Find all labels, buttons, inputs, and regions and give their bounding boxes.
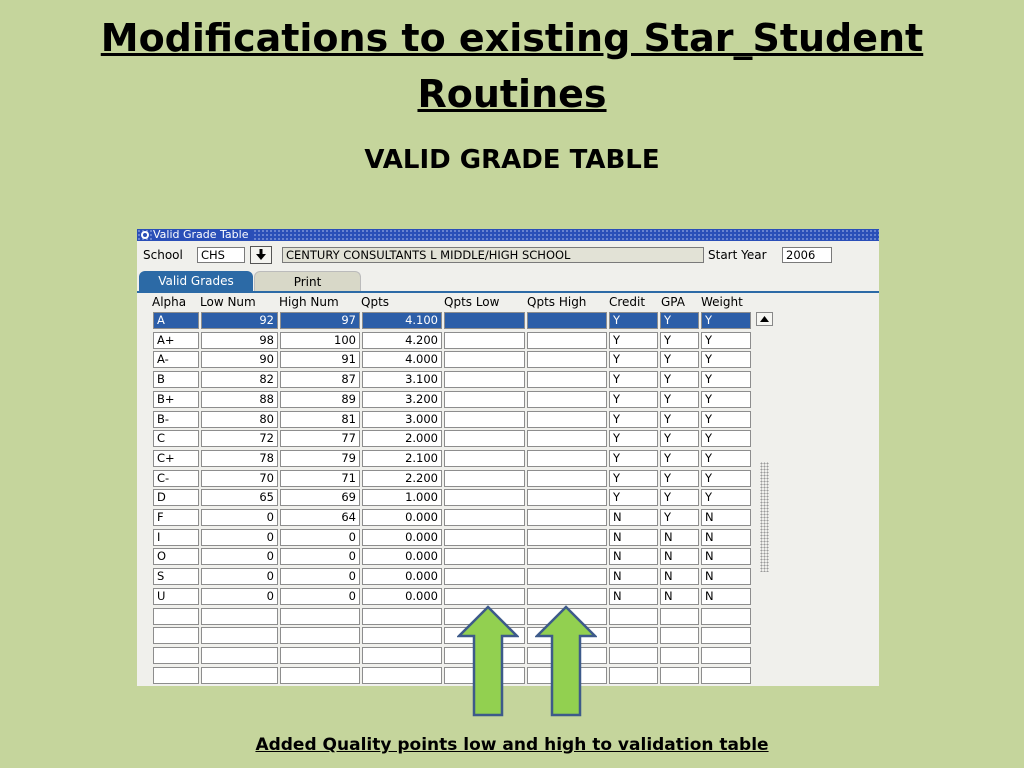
grid-cell[interactable]: 71 — [280, 470, 360, 487]
grid-cell[interactable]: N — [701, 588, 751, 605]
grid-cell[interactable] — [609, 627, 658, 644]
start-year-field[interactable]: 2006 — [782, 247, 832, 263]
grid-cell[interactable] — [444, 430, 525, 447]
grid-cell[interactable]: N — [701, 548, 751, 565]
grid-cell[interactable] — [527, 430, 607, 447]
grid-cell[interactable]: Y — [609, 371, 658, 388]
grid-cell[interactable] — [527, 568, 607, 585]
grid-cell[interactable] — [527, 548, 607, 565]
column-header: Weight — [701, 295, 743, 309]
grid-cell[interactable] — [609, 647, 658, 664]
grid-cell[interactable] — [527, 371, 607, 388]
column-header: Credit — [609, 295, 646, 309]
grid-cell[interactable] — [527, 529, 607, 546]
grid-cell[interactable]: Y — [660, 411, 699, 428]
grid-cell[interactable] — [701, 647, 751, 664]
grid-cell[interactable]: 0 — [280, 588, 360, 605]
grid-cell[interactable]: 89 — [280, 391, 360, 408]
slide-caption: Added Quality points low and high to validation table — [255, 735, 769, 755]
grid-cell[interactable] — [362, 627, 442, 644]
school-name-field: CENTURY CONSULTANTS L MIDDLE/HIGH SCHOOL — [282, 247, 704, 263]
grid-cell[interactable]: N — [609, 529, 658, 546]
school-lov-button[interactable] — [250, 246, 272, 264]
grid-cell[interactable] — [153, 667, 199, 684]
grid-cell[interactable]: 0.000 — [362, 529, 442, 546]
tab-valid-grades[interactable]: Valid Grades — [139, 271, 253, 291]
grid-cell[interactable] — [527, 470, 607, 487]
grid-cell[interactable]: Y — [609, 332, 658, 349]
grid-cell[interactable]: 0.000 — [362, 588, 442, 605]
grid-cell[interactable]: Y — [660, 351, 699, 368]
tab-underline — [137, 291, 879, 293]
grid-cell[interactable]: 3.000 — [362, 411, 442, 428]
grid-cell[interactable] — [527, 391, 607, 408]
up-arrow-icon — [457, 605, 519, 718]
grid-cell[interactable]: 77 — [280, 430, 360, 447]
grid-cell[interactable]: N — [660, 588, 699, 605]
grid-cell[interactable]: 2.200 — [362, 470, 442, 487]
grid-cell[interactable]: 91 — [280, 351, 360, 368]
tab-print[interactable]: Print — [254, 271, 361, 291]
grid-cell[interactable]: 0 — [201, 588, 278, 605]
grid-cell[interactable] — [527, 588, 607, 605]
grid-cell[interactable] — [444, 509, 525, 526]
column-header: Alpha — [152, 295, 187, 309]
grid-cell[interactable] — [201, 627, 278, 644]
grid-cell[interactable]: Y — [609, 312, 658, 329]
grid-cell[interactable] — [527, 489, 607, 506]
grid-cell[interactable]: N — [609, 568, 658, 585]
grid-cell[interactable]: N — [701, 509, 751, 526]
grid-cell[interactable] — [153, 608, 199, 625]
grid-cell[interactable] — [444, 489, 525, 506]
grid-cell[interactable] — [362, 608, 442, 625]
grid-cell[interactable]: A- — [153, 351, 199, 368]
scrollbar-grip[interactable] — [760, 462, 769, 572]
grid-cell[interactable] — [444, 312, 525, 329]
grid-cell[interactable] — [153, 647, 199, 664]
column-header: Qpts — [361, 295, 390, 309]
column-header: Qpts High — [527, 295, 587, 309]
grid-cell[interactable] — [362, 647, 442, 664]
grid-cell[interactable]: C — [153, 430, 199, 447]
grid-cell[interactable] — [444, 588, 525, 605]
grid-cell[interactable]: N — [701, 529, 751, 546]
grid-cell[interactable] — [527, 509, 607, 526]
grid-cell[interactable] — [201, 608, 278, 625]
grid-cell[interactable]: F — [153, 509, 199, 526]
grid-cell[interactable]: 0 — [280, 568, 360, 585]
grid-cell[interactable]: Y — [660, 509, 699, 526]
grid-cell[interactable] — [444, 470, 525, 487]
grid-cell[interactable]: Y — [609, 411, 658, 428]
grid-cell[interactable]: U — [153, 588, 199, 605]
grid-cell[interactable]: C+ — [153, 450, 199, 467]
grid-cell[interactable] — [280, 627, 360, 644]
grid-cell[interactable]: Y — [609, 489, 658, 506]
grid-cell[interactable]: Y — [660, 371, 699, 388]
down-arrow-icon — [256, 249, 266, 261]
grid-cell[interactable] — [660, 627, 699, 644]
grid-cell[interactable]: 3.200 — [362, 391, 442, 408]
school-label: School — [143, 248, 183, 262]
grid-cell[interactable]: 0 — [201, 568, 278, 585]
column-header: GPA — [661, 295, 685, 309]
grid-cell[interactable] — [280, 667, 360, 684]
grid-cell[interactable] — [701, 627, 751, 644]
forms-window-icon — [140, 230, 150, 240]
grid-cell[interactable]: Y — [660, 332, 699, 349]
grid-cell[interactable]: B+ — [153, 391, 199, 408]
grid-cell[interactable]: 0.000 — [362, 509, 442, 526]
grid-cell[interactable]: 0.000 — [362, 568, 442, 585]
grid-cell[interactable]: 2.000 — [362, 430, 442, 447]
grid-cell[interactable]: B — [153, 371, 199, 388]
grid-cell[interactable]: Y — [660, 312, 699, 329]
grid-cell[interactable]: 69 — [280, 489, 360, 506]
scroll-up-button[interactable] — [756, 312, 773, 326]
start-year-label: Start Year — [708, 248, 767, 262]
grid-cell[interactable]: N — [609, 548, 658, 565]
grid-cell[interactable] — [609, 608, 658, 625]
grid-cell[interactable]: N — [660, 568, 699, 585]
grid-cell[interactable]: 79 — [280, 450, 360, 467]
grid-cell[interactable]: 0 — [201, 529, 278, 546]
grid-cell[interactable]: Y — [701, 450, 751, 467]
grid-cell[interactable]: 65 — [201, 489, 278, 506]
grid-cell[interactable]: I — [153, 529, 199, 546]
grid-cell[interactable]: A+ — [153, 332, 199, 349]
grid-cell[interactable]: 82 — [201, 371, 278, 388]
grid-cell[interactable]: N — [609, 588, 658, 605]
grid-cell[interactable] — [701, 608, 751, 625]
grid-cell[interactable]: 0 — [280, 548, 360, 565]
window-titlebar[interactable] — [137, 229, 879, 241]
vertical-scrollbar[interactable] — [756, 312, 773, 686]
slide-title-line2: Routines — [417, 72, 607, 116]
grid-cell[interactable]: Y — [660, 450, 699, 467]
grid-cell[interactable]: 1.000 — [362, 489, 442, 506]
grid-cell[interactable] — [444, 548, 525, 565]
grid-cell[interactable] — [609, 667, 658, 684]
grid-cell[interactable]: B- — [153, 411, 199, 428]
grid-cell[interactable]: 2.100 — [362, 450, 442, 467]
grid-cell[interactable]: Y — [701, 332, 751, 349]
grid-cell[interactable]: Y — [660, 470, 699, 487]
grid-cell[interactable]: C- — [153, 470, 199, 487]
grid-cell[interactable]: Y — [660, 391, 699, 408]
grid-cell[interactable]: 70 — [201, 470, 278, 487]
grid-cell[interactable]: 0 — [201, 548, 278, 565]
grid-cell[interactable] — [527, 450, 607, 467]
window-title: Valid Grade Table — [153, 229, 254, 241]
grid-cell[interactable]: Y — [609, 470, 658, 487]
grid-cell[interactable]: 100 — [280, 332, 360, 349]
grid-cell[interactable] — [444, 332, 525, 349]
header-fields — [137, 246, 879, 266]
slide-subtitle: VALID GRADE TABLE — [364, 145, 660, 175]
grid-cell[interactable]: Y — [609, 430, 658, 447]
grid-cell[interactable] — [362, 667, 442, 684]
grid-cell[interactable]: 81 — [280, 411, 360, 428]
grid-cell[interactable] — [660, 647, 699, 664]
grid-cell[interactable]: O — [153, 548, 199, 565]
grid-cell[interactable]: 90 — [201, 351, 278, 368]
grid-cell[interactable]: 3.100 — [362, 371, 442, 388]
grid-cell[interactable]: Y — [701, 411, 751, 428]
grid-cell[interactable]: N — [609, 509, 658, 526]
grid-cell[interactable] — [527, 332, 607, 349]
grid-cell[interactable]: 0 — [280, 529, 360, 546]
column-header: High Num — [279, 295, 339, 309]
grid-cell[interactable]: A — [153, 312, 199, 329]
grid-cell[interactable]: 64 — [280, 509, 360, 526]
grid-cell[interactable] — [660, 608, 699, 625]
grid-cell[interactable]: 97 — [280, 312, 360, 329]
slide-title — [0, 10, 1024, 122]
scroll-up-icon — [760, 316, 769, 322]
grid-cell[interactable]: Y — [609, 450, 658, 467]
slide-title-line1: Modifications to existing Star_Student — [100, 16, 924, 60]
grid-cell[interactable]: 0 — [201, 509, 278, 526]
grid-cell[interactable]: 80 — [201, 411, 278, 428]
grid-cell[interactable]: Y — [701, 470, 751, 487]
grid-cell[interactable]: 92 — [201, 312, 278, 329]
grid-cell[interactable]: Y — [701, 312, 751, 329]
grid-cell[interactable]: N — [701, 568, 751, 585]
grid-cell[interactable] — [444, 568, 525, 585]
grid-cell[interactable]: 98 — [201, 332, 278, 349]
grid-cell[interactable] — [660, 667, 699, 684]
grid-cell[interactable] — [444, 411, 525, 428]
grid-cell[interactable] — [527, 411, 607, 428]
school-code-field[interactable]: CHS — [197, 247, 245, 263]
grid-cell[interactable] — [444, 529, 525, 546]
grid-cell[interactable]: 4.100 — [362, 312, 442, 329]
grid-cell[interactable]: 0.000 — [362, 548, 442, 565]
grid-cell[interactable]: N — [660, 548, 699, 565]
grid-cell[interactable] — [153, 627, 199, 644]
grid-cell[interactable] — [280, 647, 360, 664]
grid-cell[interactable] — [444, 351, 525, 368]
grid-cell[interactable]: 88 — [201, 391, 278, 408]
up-arrow-icon — [535, 605, 597, 718]
grid-cell[interactable]: Y — [660, 489, 699, 506]
grid-cell[interactable]: 78 — [201, 450, 278, 467]
grid-cell[interactable] — [280, 608, 360, 625]
grid-cell[interactable]: Y — [609, 351, 658, 368]
grid-cell[interactable]: D — [153, 489, 199, 506]
grid-cell[interactable] — [444, 450, 525, 467]
grid-cell[interactable] — [701, 667, 751, 684]
grid-cell[interactable]: 4.200 — [362, 332, 442, 349]
grid-cell[interactable]: Y — [701, 391, 751, 408]
grid-cell[interactable]: Y — [660, 430, 699, 447]
grid-cell[interactable]: 72 — [201, 430, 278, 447]
grid-cell[interactable] — [444, 391, 525, 408]
grid-cell[interactable] — [527, 312, 607, 329]
grid-cell[interactable]: 4.000 — [362, 351, 442, 368]
grid-cell[interactable]: Y — [701, 371, 751, 388]
grid-cell[interactable] — [527, 351, 607, 368]
grid-cell[interactable]: Y — [701, 489, 751, 506]
grid-cell[interactable]: N — [660, 529, 699, 546]
grid-cell[interactable] — [201, 647, 278, 664]
column-header: Low Num — [200, 295, 256, 309]
grid-cell[interactable] — [444, 371, 525, 388]
column-header: Qpts Low — [444, 295, 500, 309]
grid-cell[interactable]: Y — [609, 391, 658, 408]
grid-cell[interactable]: 87 — [280, 371, 360, 388]
grid-cell[interactable] — [201, 667, 278, 684]
grid-cell[interactable]: Y — [701, 351, 751, 368]
grid-cell[interactable]: Y — [701, 430, 751, 447]
grid-cell[interactable]: S — [153, 568, 199, 585]
